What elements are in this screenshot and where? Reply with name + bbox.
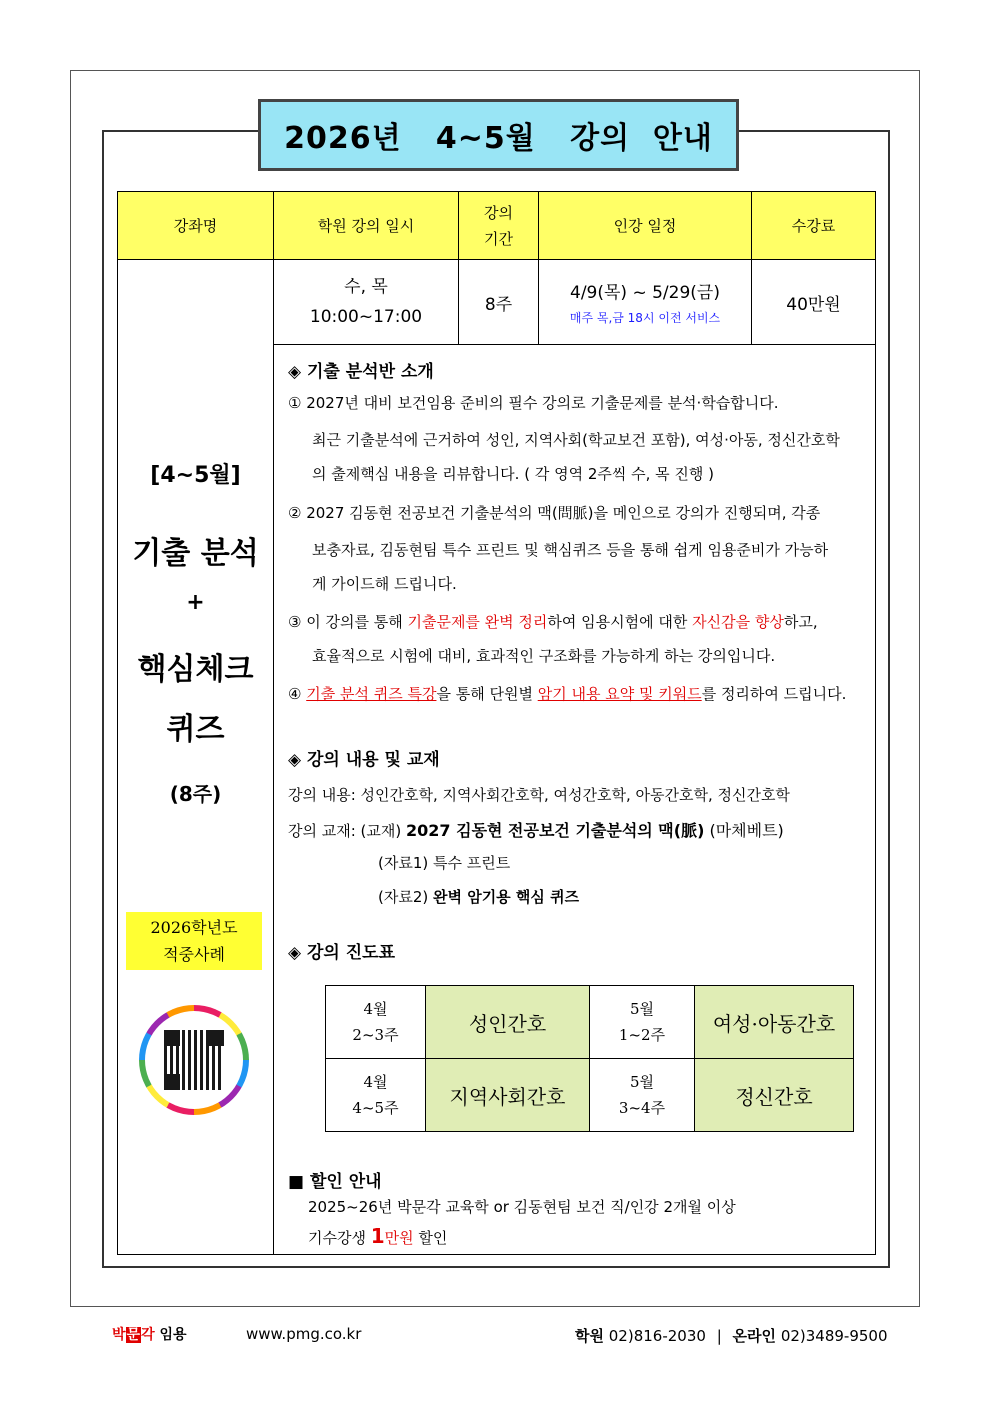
intro-heading: ◈ 기출 분석반 소개 (288, 362, 434, 382)
content-cell (274, 345, 876, 1255)
academy-schedule-cell (274, 260, 459, 345)
discount-line-1: 2025~26년 박문각 교육학 or 김동현팀 보건 직/인강 2개월 이상 (308, 1198, 736, 1216)
discount-line-2: 기수강생 1만원 할인 (308, 1224, 448, 1248)
highlight-text: 암기 내용 요약 및 키워드 (537, 685, 702, 703)
highlight-text: 기출문제를 완벽 정리 (407, 613, 548, 631)
content-subjects: 강의 내용: 성인간호학, 지역사회간호학, 여성간호학, 아동간호학, 정신간호학 (288, 786, 790, 804)
content-material-1: (자료1) 특수 프린트 (378, 854, 511, 872)
schedule-month: 5월 3~4주 (590, 1059, 695, 1132)
qr-code-icon[interactable] (139, 1005, 249, 1115)
hit-case-badge (126, 912, 262, 970)
schedule-heading: ◈ 강의 진도표 (288, 943, 396, 963)
content-material-2: (자료2) 완벽 암기용 핵심 퀴즈 (378, 888, 580, 906)
course-name-1: 기출 분석 (132, 536, 259, 571)
online-label: 온라인 (732, 1327, 777, 1345)
online-period: 4/9(목) ~ 5/29(금) (570, 283, 720, 303)
academy-phone: 02)816-2030 (608, 1327, 706, 1345)
table-row (118, 260, 876, 345)
fee-cell: 40만원 (752, 260, 876, 345)
course-table (117, 191, 876, 1255)
course-name-2: 핵심체크 (137, 652, 254, 687)
highlight-text: 기출 분석 퀴즈 특강 (306, 685, 437, 703)
footer-separator: | (716, 1327, 722, 1345)
page-title (258, 99, 739, 171)
course-name-cell (118, 260, 274, 1255)
header-duration-l2: 기간 (484, 229, 513, 248)
title-text: 2026년 4~5월 강의 안내 (284, 121, 713, 156)
course-period: [4~5월] (150, 463, 241, 488)
intro-p2-l3: 게 가이드해 드립니다. (312, 575, 457, 593)
schedule-month: 4월 2~3주 (326, 986, 426, 1059)
online-phone: 02)3489-9500 (780, 1327, 888, 1345)
footer-url[interactable]: www.pmg.co.kr (246, 1325, 362, 1343)
schedule-month: 5월 1~2주 (590, 986, 695, 1059)
intro-p4: ④ 기출 분석 퀴즈 특강을 통해 단원별 암기 내용 요약 및 키워드를 정리하여 드립니다. (288, 685, 847, 703)
schedule-row (326, 1059, 854, 1132)
course-weeks: (8주) (169, 782, 222, 806)
header-online-schedule: 인강 일정 (539, 192, 752, 260)
online-note: 매주 목,금 18시 이전 서비스 (569, 311, 721, 325)
intro-p2-l1: ② 2027 김동현 전공보건 기출분석의 맥(問脈)을 메인으로 강의가 진행되며, 각종 (288, 504, 821, 522)
course-name-3: 퀴즈 (166, 712, 225, 747)
header-academy-schedule: 학원 강의 일시 (274, 192, 459, 260)
intro-p1-l2: 최근 기출분석에 근거하여 성인, 지역사회(학교보건 포함), 여성·아동, 정신간호학 (312, 431, 840, 449)
content-book: 강의 교재: (교재) 2027 김동현 전공보건 기출분석의 맥(脈) (마체베트) (288, 821, 784, 840)
header-fee: 수강료 (752, 192, 876, 260)
intro-p3-l2: 효율적으로 시험에 대비, 효과적인 구조화를 가능하게 하는 강의입니다. (312, 647, 776, 665)
intro-p2-l2: 보충자료, 김동현팀 특수 프린트 및 핵심퀴즈 등을 통해 쉽게 임용준비가 가능하 (312, 541, 829, 559)
intro-p1-l1: ① 2027년 대비 보건임용 준비의 필수 강의로 기출문제를 분석·학습합니다. (288, 394, 779, 412)
header-duration (459, 192, 539, 260)
badge-line-2: 적중사례 (163, 945, 225, 964)
pmg-logo: 박문각 임용 (112, 1327, 187, 1343)
table-header-row (118, 192, 876, 260)
duration-cell: 8주 (459, 260, 539, 345)
class-time: 10:00~17:00 (309, 307, 423, 327)
header-course-name: 강좌명 (118, 192, 274, 260)
schedule-subject: 성인간호 (426, 986, 590, 1059)
schedule-table (325, 985, 854, 1132)
schedule-subject: 지역사회간호 (426, 1059, 590, 1132)
intro-p3-l1: ③ 이 강의를 통해 기출문제를 완벽 정리하여 임용시험에 대한 자신감을 향상하고, (288, 613, 818, 631)
course-plus: + (186, 590, 205, 615)
schedule-subject: 정신간호 (695, 1059, 854, 1132)
schedule-subject: 여성·아동간호 (695, 986, 854, 1059)
content-heading: ◈ 강의 내용 및 교재 (288, 750, 440, 770)
class-days: 수, 목 (344, 277, 388, 297)
header-duration-l1: 강의 (484, 203, 513, 222)
footer-contact (575, 1325, 888, 1346)
intro-p1-l3: 의 출제핵심 내용을 리뷰합니다. ( 각 영역 2주씩 수, 목 진행 ) (312, 465, 715, 483)
online-schedule-cell (539, 260, 752, 345)
academy-label: 학원 (575, 1327, 604, 1345)
highlight-text: 자신감을 향상 (692, 613, 784, 631)
badge-line-1: 2026학년도 (150, 918, 238, 937)
schedule-month: 4월 4~5주 (326, 1059, 426, 1132)
discount-heading: ■ 할인 안내 (288, 1172, 382, 1192)
schedule-row (326, 986, 854, 1059)
